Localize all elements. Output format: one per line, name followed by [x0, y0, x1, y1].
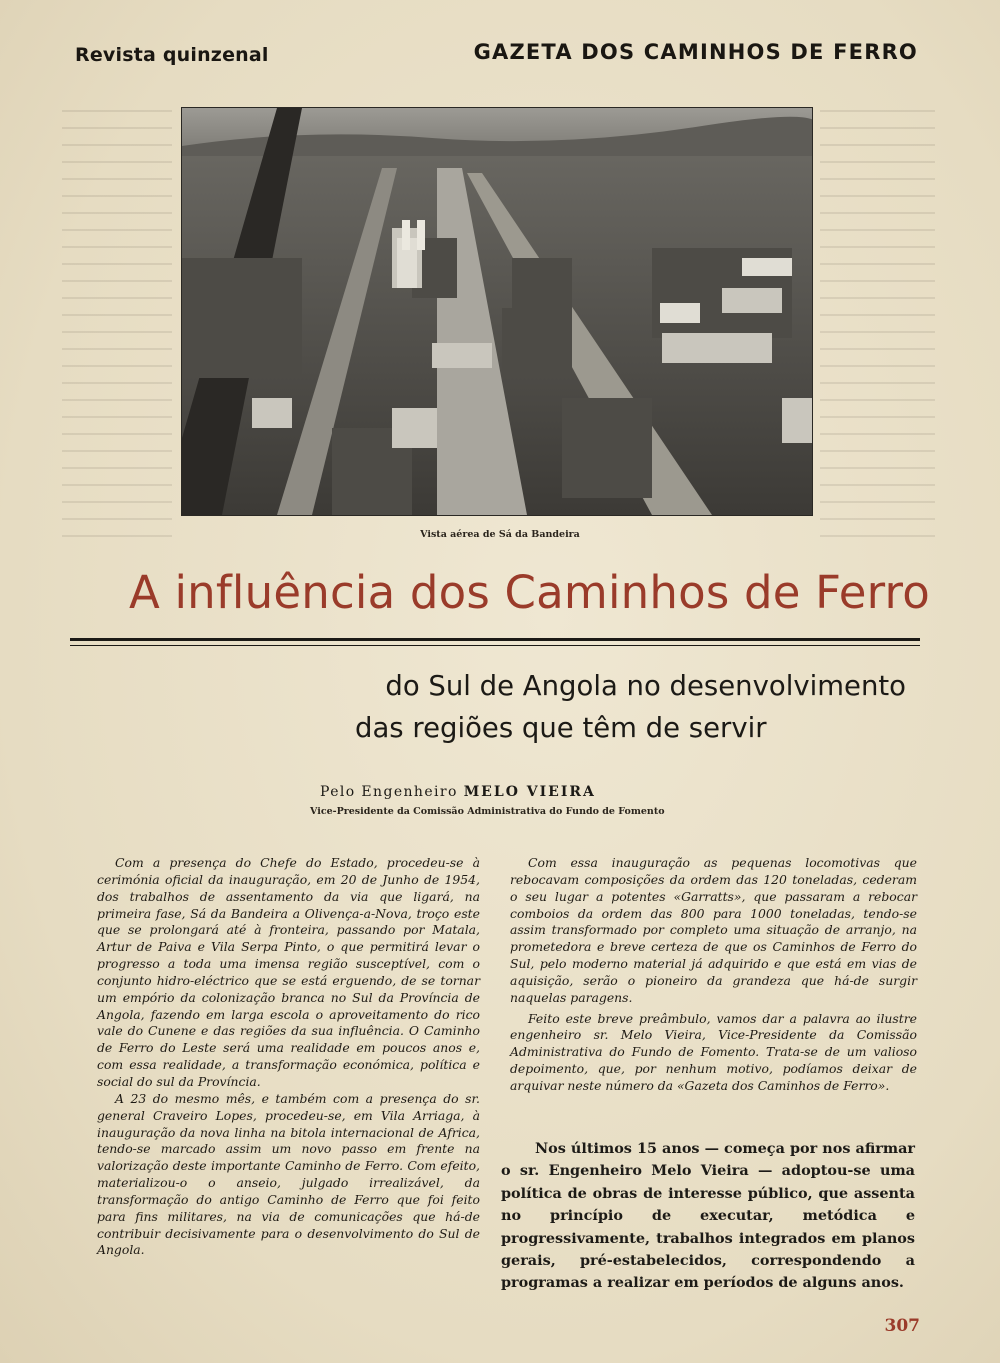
aerial-photo-illustration — [182, 108, 812, 515]
intro-paragraph: Com a presença do Chefe do Estado, procedeu-se à cerimónia oficial da inauguração, em 20 de Junho de 1954, dos trabalhos de assentamento da via que ligará, na primeira fase, Sá da Bandeira a Olivença-a-Nova, troço este que se prolongará até à fronteira, passando por Matala, Artur de Paiva e Vila Serpa Pinto, o que permitirá levar o progresso a toda uma imensa região susceptível, com o conjunto hidro-eléctrico que se está erguendo, de se tornar um empório da colonização branca no Sul da Província de Angola, fazendo em larga escola o aproveitamento do rico vale do Cunene e das regiões da sua influência. O Caminho de Ferro do Leste será uma realidade em poucos anos e, com essa realidade, a transformação económica, política e social do sul da Província. — [97, 855, 480, 1089]
byline — [320, 784, 596, 800]
bleed-through-left — [62, 110, 172, 540]
article-subtitle-line-1: do Sul de Angola no desenvolvimento — [385, 670, 906, 702]
intro-paragraph: Feito este breve preâmbulo, vamos dar a palavra ao ilustre engenheiro sr. Melo Vieira, Vice-Presidente da Comissão Administrativa do Fundo de Fomento. Trata-se de um valioso depoimento, que, por nenhum motivo, podíamos deixar de arquivar neste número da «Gazeta dos Caminhos de Ferro». — [510, 1010, 917, 1093]
aerial-photo — [181, 107, 813, 516]
intro-paragraph: A 23 do mesmo mês, e também com a presença do sr. general Craveiro Lopes, procedeu-se, em Vila Arriaga, à inauguração da nova linha na bitola internacional de Africa, tendo-se marcado assim um novo passo em frente na valorização deste importante Caminho de Ferro. Com efeito, materializou-o o anseio, julgado irrealizável, da transformação do antigo Caminho de Ferro que foi feito para fins militares, na via de comunicações que há-de contribuir decisivamente para o desenvolvimento do Sul de Angola. — [97, 1090, 480, 1258]
title-rule-thin — [70, 645, 920, 646]
author-name: MELO VIEIRA — [463, 784, 596, 800]
page-number: 307 — [884, 1316, 920, 1336]
intro-paragraph: Com essa inauguração as pequenas locomotivas que rebocavam composições da ordem das 120 toneladas, cederam o seu lugar a potentes «Garratts», que passaram a rebocar comboios da ordem das 800 para 1000 toneladas, tendo-se assim transformado por completo uma situação de arranjo, na prometedora e breve certeza de que os Caminhos de Ferro do Sul, pelo moderno material já adquirido e que está em vias de aquisição, serão o pioneiro da grandeza que há-de surgir naquelas paragens. — [510, 855, 917, 1005]
body-paragraph: Nos últimos 15 anos — começa por nos afirmar o sr. Engenheiro Melo Vieira — adoptou-se uma política de obras de interesse público, que assenta no princípio de executar, metódica e progressivamente, trabalhos integrados em planos gerais, pré-estabelecidos, correspondendo a programas a realizar em períodos de alguns anos. — [501, 1140, 915, 1292]
photo-caption: Vista aérea de Sá da Bandeira — [420, 529, 580, 540]
article-title: A influência dos Caminhos de Ferro — [128, 566, 930, 619]
title-rule-thick — [70, 638, 920, 641]
intro-column-left — [97, 855, 480, 1259]
intro-column-right — [510, 855, 917, 1095]
author-role: Vice-Presidente da Comissão Administrativa do Fundo de Fomento — [310, 806, 665, 817]
bleed-through-right — [820, 110, 935, 550]
header-title: GAZETA DOS CAMINHOS DE FERRO — [473, 40, 918, 64]
article-subtitle-line-2: das regiões que têm de servir — [355, 712, 767, 744]
byline-prefix: Pelo Engenheiro — [320, 784, 464, 800]
body-text — [501, 1138, 915, 1295]
header-left: Revista quinzenal — [75, 44, 269, 66]
